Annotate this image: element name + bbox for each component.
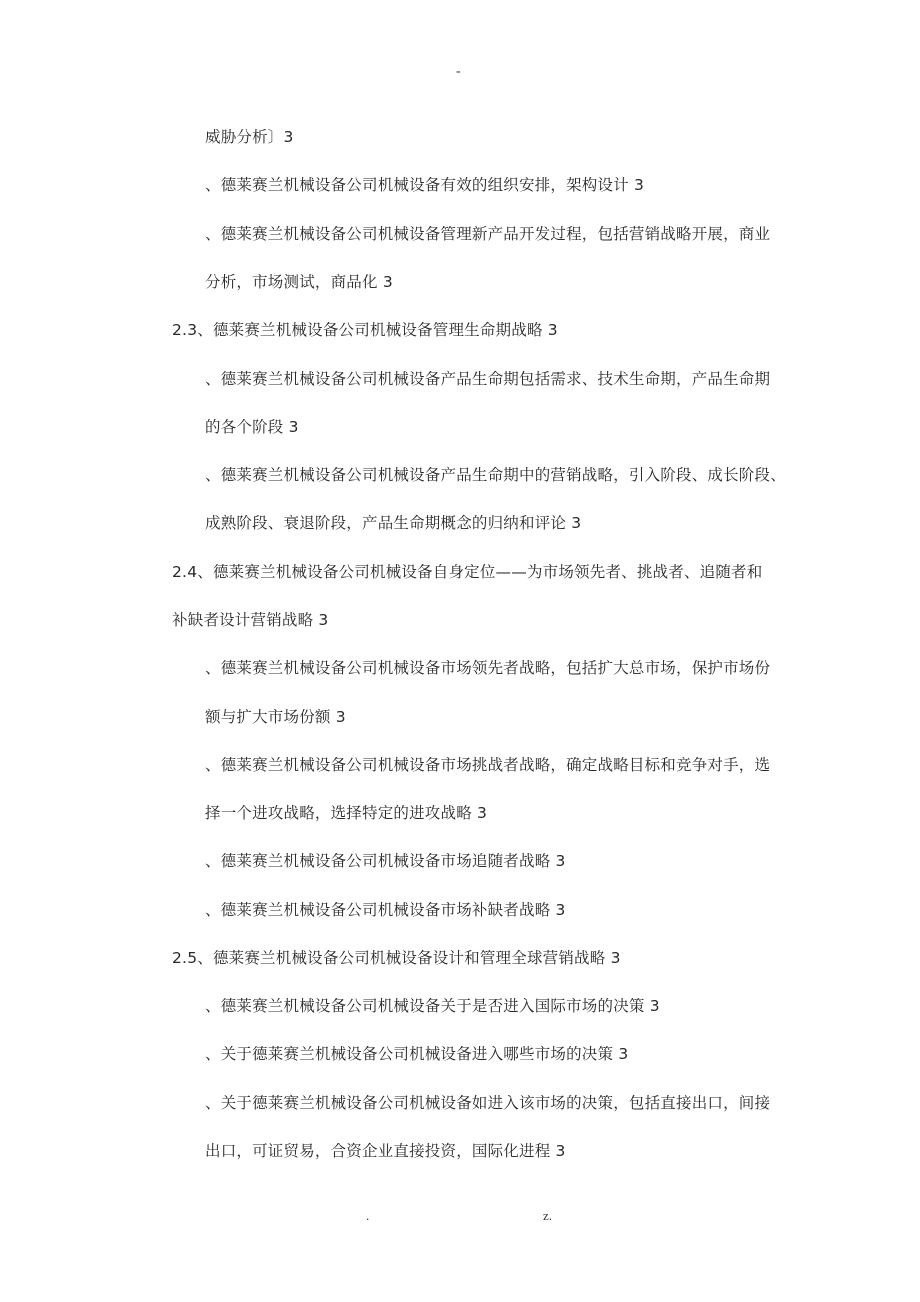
toc-line: 、德莱赛兰机械设备公司机械设备市场领先者战略，包括扩大总市场，保护市场份 — [205, 659, 771, 677]
toc-line: 威胁分析〕3 — [205, 128, 294, 146]
toc-line: 额与扩大市场份额 3 — [205, 708, 346, 726]
toc-line: 出口，可证贸易，合资企业直接投资，国际化进程 3 — [205, 1142, 566, 1160]
page-footer-left: . — [366, 1208, 370, 1223]
toc-line: 分析，市场测试，商品化 3 — [205, 273, 393, 291]
toc-line: 、德莱赛兰机械设备公司机械设备关于是否进入国际市场的决策 3 — [205, 997, 660, 1015]
toc-line: 、德莱赛兰机械设备公司机械设备市场补缺者战略 3 — [205, 901, 566, 919]
toc-line: 、德莱赛兰机械设备公司机械设备管理新产品开发过程，包括营销战略开展，商业 — [205, 225, 771, 243]
toc-section-heading: 2.5、德莱赛兰机械设备公司机械设备设计和管理全球营销战略 3 — [172, 949, 621, 967]
toc-line: 、德莱赛兰机械设备公司机械设备市场追随者战略 3 — [205, 852, 566, 870]
toc-line: 、德莱赛兰机械设备公司机械设备产品生命期中的营销战略，引入阶段、成长阶段、 — [205, 466, 786, 484]
page-footer-right: z. — [543, 1208, 553, 1223]
toc-line: 成熟阶段、衰退阶段，产品生命期概念的归纳和评论 3 — [205, 514, 582, 532]
toc-line: 、德莱赛兰机械设备公司机械设备市场挑战者战略，确定战略目标和竞争对手，选 — [205, 756, 771, 774]
toc-section-heading-cont: 补缺者设计营销战略 3 — [172, 611, 329, 629]
toc-line: 、德莱赛兰机械设备公司机械设备产品生命期包括需求、技术生命期，产品生命期 — [205, 370, 771, 388]
toc-section-heading: 2.4、德莱赛兰机械设备公司机械设备自身定位——为市场领先者、挑战者、追随者和 — [172, 563, 763, 581]
toc-line: 择一个进攻战略，选择特定的进攻战略 3 — [205, 804, 488, 822]
toc-line: 、关于德莱赛兰机械设备公司机械设备如进入该市场的决策，包括直接出口，间接 — [205, 1094, 771, 1112]
toc-line: 、德莱赛兰机械设备公司机械设备有效的组织安排，架构设计 3 — [205, 176, 645, 194]
toc-section-heading: 2.3、德莱赛兰机械设备公司机械设备管理生命期战略 3 — [172, 321, 558, 339]
toc-line: 的各个阶段 3 — [205, 418, 299, 436]
page-header-mark: - — [456, 64, 461, 79]
toc-line: 、关于德莱赛兰机械设备公司机械设备进入哪些市场的决策 3 — [205, 1045, 629, 1063]
